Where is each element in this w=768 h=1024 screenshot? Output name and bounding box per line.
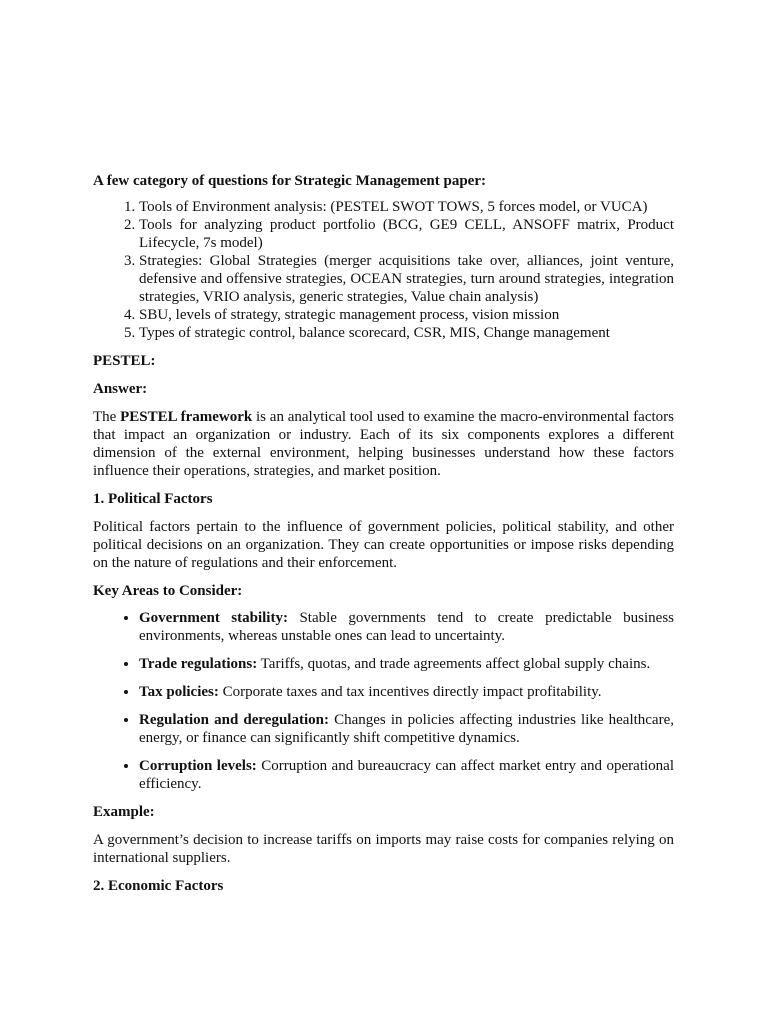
- area-term: Corruption levels:: [139, 758, 257, 774]
- key-areas-heading: Key Areas to Consider:: [93, 583, 243, 599]
- area-text: Changes in policies affecting industries like healthcare, energy, or finance can significantly shift competitive dynamics.: [139, 712, 674, 746]
- area-text: Stable governments tend to create predictable business environments, whereas unstable ones can lead to uncertainty.: [139, 610, 675, 644]
- list-item: [139, 609, 674, 645]
- list-item: [139, 757, 674, 793]
- list-item: 2. Tools for analyzing product portfolio (BCG, GE9 CELL, ANSOFF matrix, Product Lifecycle, 7s model): [139, 216, 674, 252]
- list-item: [139, 655, 674, 673]
- area-term: Government stability:: [139, 610, 288, 626]
- document-page: [93, 172, 674, 895]
- intro-bold-term: PESTEL framework: [120, 409, 253, 425]
- list-item: 4. SBU, levels of strategy, strategic management process, vision mission: [139, 306, 674, 324]
- list-item: [139, 683, 674, 701]
- area-term: Trade regulations:: [139, 656, 258, 672]
- list-item: 3. Strategies: Global Strategies (merger acquisitions take over, alliances, joint venture, defensive and offensive strategies, OCEAN strategies, turn around strategies, integration strategies, VRIO analysis, generic strategies, Value chain analysis): [139, 252, 674, 306]
- intro-prefix: The: [93, 409, 121, 425]
- area-term: Tax policies:: [139, 684, 219, 700]
- area-text: Tariffs, quotas, and trade agreements affect global supply chains.: [257, 656, 651, 672]
- pestel-heading: PESTEL:: [93, 353, 156, 369]
- example-paragraph: A government’s decision to increase tariffs on imports may raise costs for companies relying on international suppliers.: [93, 832, 674, 866]
- intro-paragraph: [93, 408, 674, 480]
- intro-rest: is an analytical tool used to examine the macro-environmental factors that impact an organization or industry. Each of its six components explores a different dimension of the external environment, helping businesses understand how these factors influence their operations, strategies, and market position.: [93, 409, 674, 479]
- area-term: Regulation and deregulation:: [139, 712, 329, 728]
- category-list: [93, 198, 674, 342]
- section1-heading: 1. Political Factors: [93, 491, 213, 507]
- area-text: Corruption and bureaucracy can affect market entry and operational efficiency.: [139, 758, 674, 792]
- section2-heading: 2. Economic Factors: [93, 878, 224, 894]
- intro-heading: A few category of questions for Strategic Management paper:: [93, 173, 486, 189]
- key-areas-list: [93, 609, 674, 793]
- list-item: 5. Types of strategic control, balance scorecard, CSR, MIS, Change management: [139, 324, 674, 342]
- example-heading: Example:: [93, 804, 155, 820]
- section1-paragraph: Political factors pertain to the influence of government policies, political stability, and other political decisions on an organization. They can create opportunities or impose risks depending on the nature of regulations and their enforcement.: [93, 519, 674, 571]
- list-item: [139, 711, 674, 747]
- list-item: 1. Tools of Environment analysis: (PESTEL SWOT TOWS, 5 forces model, or VUCA): [139, 198, 674, 216]
- area-text: Corporate taxes and tax incentives directly impact profitability.: [218, 684, 602, 700]
- answer-heading: Answer:: [93, 381, 148, 397]
